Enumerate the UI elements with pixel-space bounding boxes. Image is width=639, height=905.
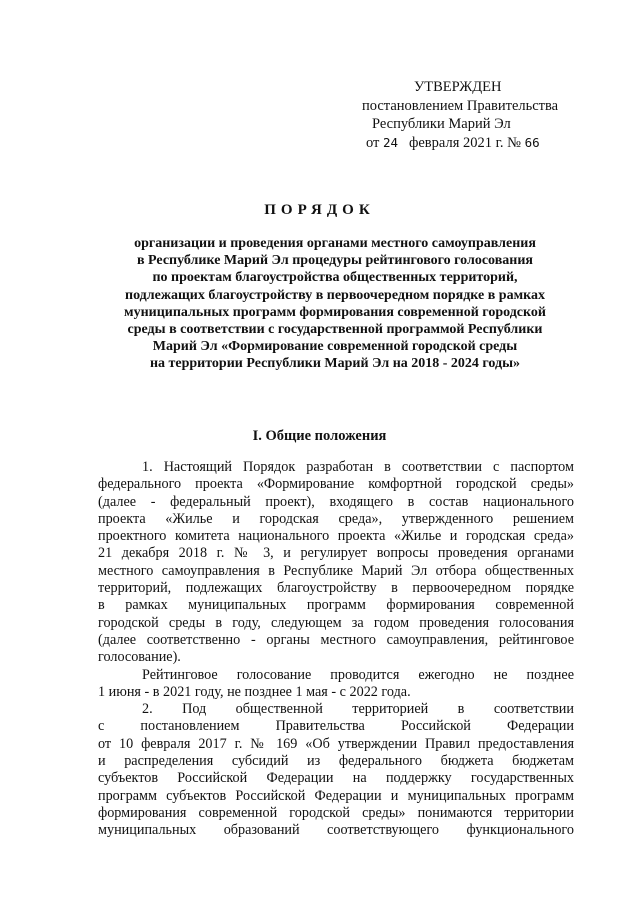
subtitle-line: организации и проведения органами местного самоуправления	[134, 236, 536, 251]
subtitle-line: муниципальных программ формирования современной городской	[124, 304, 546, 320]
approval-title: УТВЕРЖДЕН	[414, 79, 502, 95]
approval-date-rest: февраля 2021 г. №	[408, 134, 522, 151]
body-line: от 10 февраля 2017 г. № 169 «Об утверждении Правил предоставления	[98, 735, 574, 752]
approval-date-line	[362, 134, 612, 153]
approval-date-day: 24	[383, 134, 399, 150]
body-line: (далее - федеральный проект), входящего в состав национального	[98, 493, 574, 510]
document-heading: ПОРЯДОК	[264, 202, 375, 218]
body-line: программ субъектов Российской Федерации и муниципальных программ	[98, 787, 574, 804]
body-line: проекта «Жилье и городская среда», утвержденного решением	[98, 510, 574, 527]
approval-line-1: постановлением Правительства	[362, 97, 559, 114]
subtitle-line: на территории Республики Марий Эл на 2018 - 2024 годы»	[149, 356, 521, 372]
body-line: городской среды в году, следующем за годом проведения голосования	[98, 614, 574, 631]
approval-line-2: Республики Марий Эл	[372, 116, 511, 132]
body-line: местного самоуправления в Республике Марий Эл отбора общественных	[98, 562, 574, 579]
body-line: 2. Под общественной территорией в соответствии	[142, 701, 574, 718]
subtitle-line: по проектам благоустройства общественных территорий,	[152, 270, 518, 286]
subtitle-line: Марий Эл «Формирование современной городской среды	[152, 339, 518, 355]
subtitle-line: среды в соответствии с государственной программой Республики	[127, 322, 543, 338]
subtitle-line: в Республике Марий Эл процедуры рейтингового голосования	[137, 253, 533, 269]
document-subtitle	[100, 235, 570, 373]
body-line: 1. Настоящий Порядок разработан в соответствии с паспортом	[142, 459, 574, 475]
body-line: муниципальных образований соответствующего функционального	[98, 822, 574, 839]
body-line: субъектов Российской Федерации на поддержку государственных	[98, 770, 574, 787]
body-line: проектного комитета национального проекта «Жилье и городская среда»	[98, 528, 574, 545]
body-line: с постановлением Правительства Российской Федерации	[98, 718, 574, 735]
body-line: (далее соответственно - органы местного самоуправления, рейтинговое	[98, 631, 574, 648]
body-line: формирования современной городской среды» понимаются территории	[98, 804, 574, 821]
body-line: и распределения субсидий из федерального бюджета бюджетам	[98, 753, 574, 770]
body-line: в рамках муниципальных программ формирования современной	[98, 597, 574, 614]
body-line: федерального проекта «Формирование комфортной городской среды»	[98, 476, 574, 493]
body-line: голосование).	[98, 649, 181, 666]
body-text	[98, 459, 574, 840]
approval-stamp	[362, 78, 612, 152]
subtitle-line: подлежащих благоустройству в первоочередном порядке в рамках	[125, 287, 545, 303]
approval-doc-number: 66	[524, 134, 540, 150]
approval-date-prefix: от	[366, 134, 380, 151]
body-line: территорий, подлежащих благоустройству в первоочередном порядке	[98, 580, 574, 597]
body-line: 1 июня - в 2021 году, не позднее 1 мая - с 2022 года.	[98, 683, 411, 700]
section-title: I. Общие положения	[252, 428, 387, 444]
body-line: 21 декабря 2018 г. № 3, и регулирует вопросы проведения органами	[98, 545, 574, 562]
body-line: Рейтинговое голосование проводится ежегодно не позднее	[142, 666, 574, 683]
